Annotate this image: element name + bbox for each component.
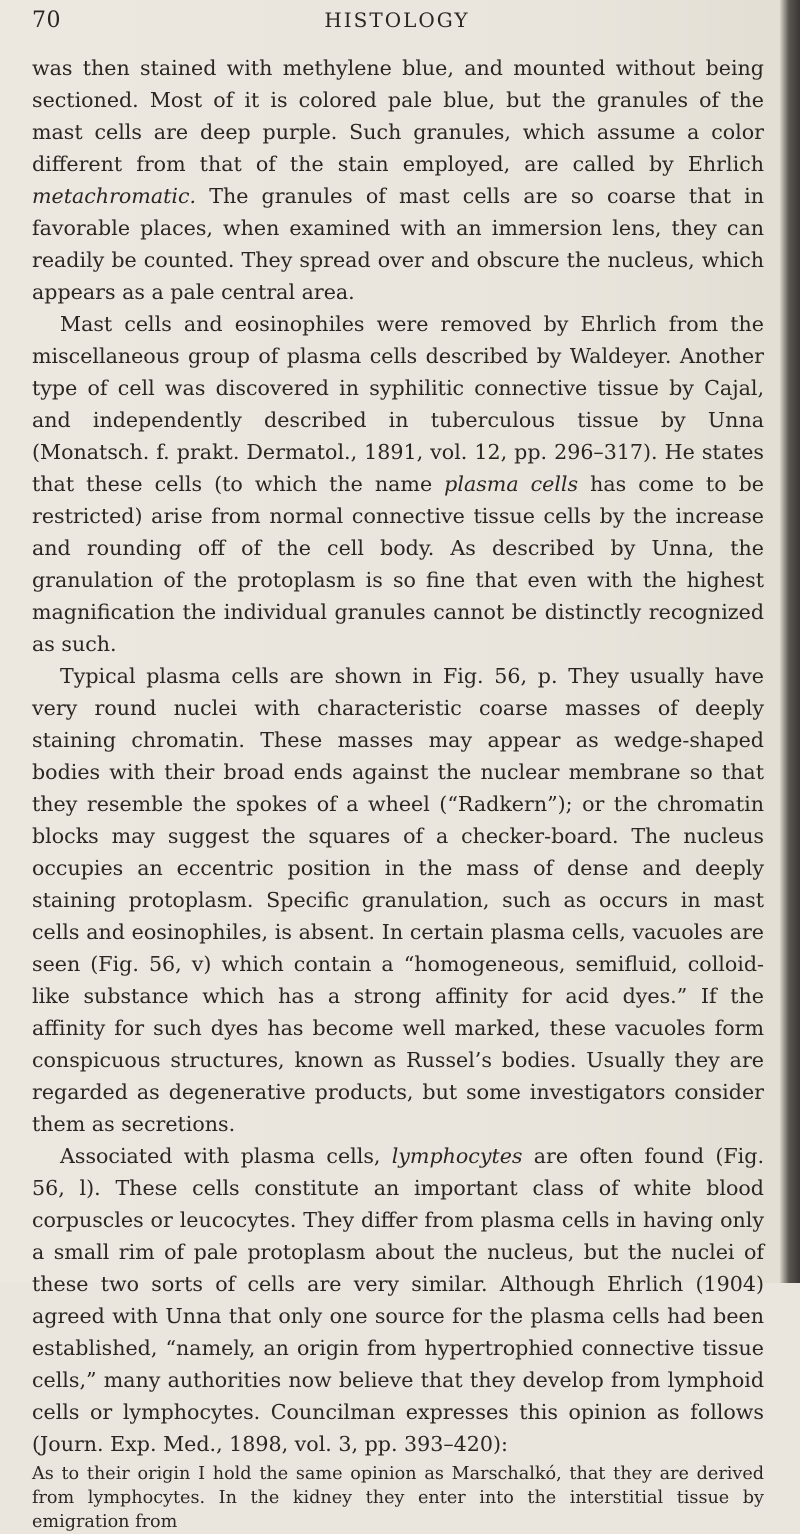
page-header [32, 8, 762, 48]
term-metachromatic: metachromatic. [32, 184, 197, 208]
page-body [32, 52, 764, 1534]
block-quote: As to their origin I hold the same opinion as Marschalkó, that they are derived from lymphocytes. In the kidney they enter into the interstitial tissue by emigration from [32, 1464, 764, 1532]
term-plasma-cells: plasma cells [444, 472, 579, 496]
paragraph-1-text-b: The granules of mast cells are so coarse that in favorable places, when examined with an immersion lens, they can readily be counted. They spread over and obscure the nucleus, which appears as a pale central area. [32, 184, 764, 304]
paragraph-1 [32, 52, 764, 308]
paragraph-2-text-a: Mast cells and eosinophiles were removed by Ehrlich from the miscellaneous group of plasma cells described by Waldeyer. Another type of cell was discovered in syphilitic connective tissue by Cajal, and independently described in tuberculous tissue by Unna (Monatsch. f. prakt. Dermatol., 1891, vol. 12, pp. 296–317). He states that these cells (to which the name [32, 312, 764, 496]
running-head: HISTOLOGY [324, 8, 470, 32]
paragraph-2-text-b: has come to be restricted) arise from normal connective tissue cells by the increase and rounding off of the cell body. As described by Unna, the granulation of the protoplasm is so fine that even with the highest magnification the individual granules cannot be distinctly recognized as such. [32, 472, 764, 656]
page-edge-shadow [780, 0, 800, 1283]
paragraph-3 [32, 660, 764, 1140]
paragraph-3-text: Typical plasma cells are shown in Fig. 56, p. They usually have very round nuclei with characteristic coarse masses of deeply staining chromatin. These masses may appear as wedge-shaped bodies with their broad ends against the nuclear membrane so that they resemble the spokes of a wheel (“Radkern”); or the chromatin blocks may suggest the squares of a checker-board. The nucleus occupies an eccentric position in the mass of dense and deeply staining protoplasm. Specific granulation, such as occurs in mast cells and eosinophiles, is absent. In certain plasma cells, vacuoles are seen (Fig. 56, v) which contain a “homogeneous, semifluid, colloid-like substance which has a strong affinity for acid dyes.” If the affinity for such dyes has become well marked, these vacuoles form conspicuous structures, known as Russel’s bodies. Usually they are regarded as degenerative products, but some investigators consider them as secretions. [32, 664, 764, 1136]
paragraph-2 [32, 308, 764, 660]
paragraph-4-text-b: are often found (Fig. 56, l). These cells constitute an important class of white blood corpuscles or leucocytes. They differ from plasma cells in having only a small rim of pale protoplasm about the nucleus, but the nuclei of these two sorts of cells are very similar. Although Ehrlich (1904) agreed with Unna that only one source for the plasma cells had been established, “namely, an origin from hypertrophied connective tissue cells,” many authorities now believe that they develop from lymphoid cells or lymphocytes. Councilman expresses this opinion as follows (Journ. Exp. Med., 1898, vol. 3, pp. 393–420): [32, 1144, 764, 1456]
term-lymphocytes: lymphocytes [391, 1144, 523, 1168]
paragraph-4 [32, 1140, 764, 1460]
paragraph-4-text-a: Associated with plasma cells, [60, 1144, 392, 1168]
paragraph-1-text-a: was then stained with methylene blue, and mounted without being sectioned. Most of it is colored pale blue, but the granules of the mast cells are deep purple. Such granules, which assume a color different from that of the stain employed, are called by Ehrlich [32, 56, 764, 176]
page-number: 70 [32, 8, 61, 33]
